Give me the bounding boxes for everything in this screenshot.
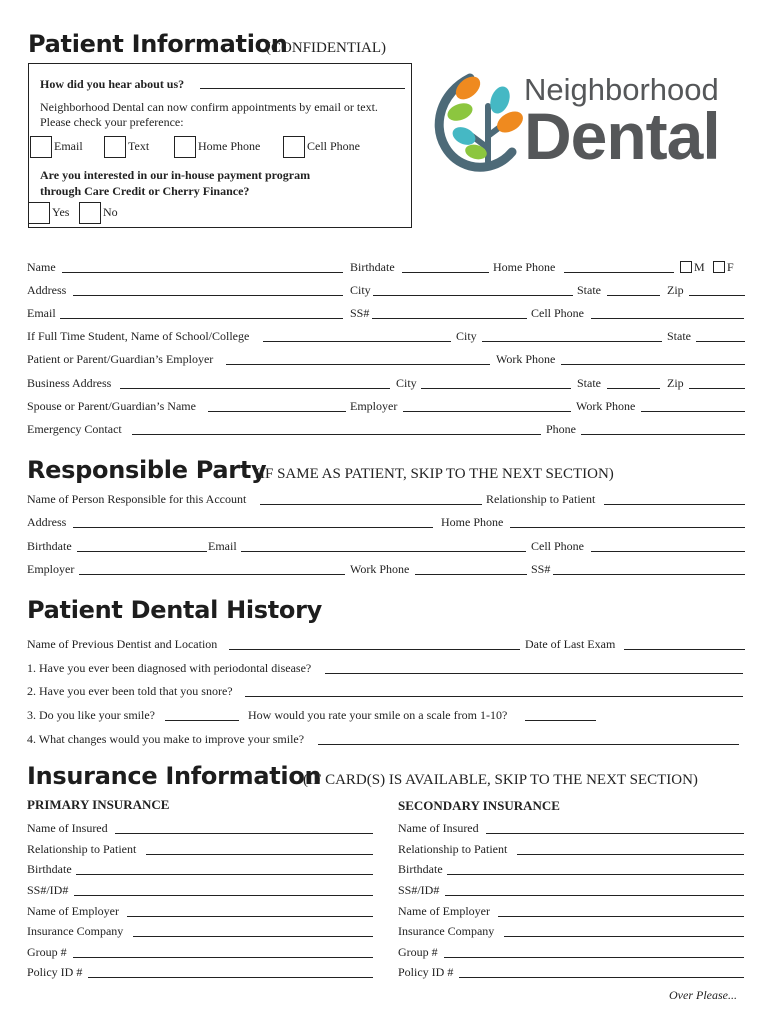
school-city-field[interactable] [482,341,662,342]
confirm-text-1: Neighborhood Dental can now confirm appointments by email or text. [40,100,378,114]
cell-phone-label: Cell Phone [531,306,584,320]
email-label: Email [27,306,56,320]
ssn-field[interactable] [372,318,527,319]
primary-birthdate-label: Birthdate [27,862,72,876]
question-2-field[interactable] [245,696,743,697]
secondary-relationship-label: Relationship to Patient [398,842,508,856]
resp-work-phone-field[interactable] [415,574,527,575]
school-state-field[interactable] [696,341,745,342]
city-label: City [350,283,371,297]
resp-home-phone-field[interactable] [510,527,745,528]
secondary-ssid-label: SS#/ID# [398,883,440,897]
spouse-field[interactable] [208,411,346,412]
question-3b-field[interactable] [525,720,596,721]
primary-insurance-heading: PRIMARY INSURANCE [27,797,170,812]
primary-name-of-insured-label: Name of Insured [27,821,108,835]
home-phone-pref-label: Home Phone [198,139,261,153]
cell-phone-pref-label: Cell Phone [307,139,360,153]
resp-email-label: Email [208,539,237,553]
zip-field[interactable] [689,295,745,296]
resp-home-phone-label: Home Phone [441,515,504,529]
question-1-field[interactable] [325,673,743,674]
resp-ssn-field[interactable] [553,574,745,575]
responsible-person-label: Name of Person Responsible for this Account [27,492,247,506]
text-pref-checkbox[interactable] [104,136,126,158]
relationship-label: Relationship to Patient [486,492,596,506]
resp-employer-label: Employer [27,562,75,576]
address-field[interactable] [73,295,343,296]
emergency-phone-field[interactable] [581,434,745,435]
home-phone-field[interactable] [564,272,674,273]
city-field[interactable] [373,295,573,296]
secondary-policy-field[interactable] [459,977,744,978]
secondary-employer-field[interactable] [498,916,744,917]
primary-ssid-label: SS#/ID# [27,883,69,897]
last-exam-label: Date of Last Exam [525,637,616,651]
primary-employer-field[interactable] [127,916,373,917]
primary-employer-label: Name of Employer [27,904,119,918]
question-3: 3. Do you like your smile? [27,708,155,722]
confirm-text-2: Please check your preference: [40,115,184,129]
cell-phone-pref-checkbox[interactable] [283,136,305,158]
question-1: 1. Have you ever been diagnosed with periodontal disease? [27,661,312,675]
email-pref-checkbox[interactable] [30,136,52,158]
state-label: State [577,283,601,297]
text-pref-label: Text [128,139,150,153]
emergency-phone-label: Phone [546,422,576,436]
name-label: Name [27,260,56,274]
primary-policy-field[interactable] [88,977,373,978]
business-city-field[interactable] [421,388,571,389]
spouse-work-phone-label: Work Phone [576,399,636,413]
resp-birthdate-label: Birthdate [27,539,72,553]
emergency-label: Emergency Contact [27,422,122,436]
work-phone-field[interactable] [561,364,745,365]
ssn-label: SS# [350,306,370,320]
female-label: F [727,260,734,274]
secondary-name-of-insured-label: Name of Insured [398,821,479,835]
question-3-field[interactable] [165,720,239,721]
resp-employer-field[interactable] [79,574,345,575]
primary-policy-label: Policy ID # [27,965,83,979]
male-label: M [694,260,705,274]
leaf-logo-icon [430,66,530,176]
employer-field[interactable] [226,364,490,365]
page-title: Patient Information [28,30,288,58]
zip-label: Zip [667,283,684,297]
birthdate-field[interactable] [402,272,489,273]
resp-email-field[interactable] [241,551,526,552]
responsible-note: (IF SAME AS PATIENT, SKIP TO THE NEXT SECTION) [255,466,614,482]
responsible-person-field[interactable] [260,504,482,505]
last-exam-field[interactable] [624,649,745,650]
resp-cell-phone-label: Cell Phone [531,539,584,553]
primary-birthdate-field[interactable] [76,874,373,875]
business-state-label: State [577,376,601,390]
history-title: Patient Dental History [27,596,323,624]
prev-dentist-field[interactable] [229,649,520,650]
question-2: 2. Have you ever been told that you snore? [27,684,233,698]
resp-address-label: Address [27,515,67,529]
business-address-label: Business Address [27,376,112,390]
secondary-relationship-field[interactable] [517,854,744,855]
hear-field[interactable] [200,88,405,89]
question-4: 4. What changes would you make to improve your smile? [27,732,305,746]
payment-yes-checkbox[interactable] [28,202,50,224]
resp-ssn-label: SS# [531,562,551,576]
work-phone-label: Work Phone [496,352,556,366]
birthdate-label: Birthdate [350,260,395,274]
resp-birthdate-field[interactable] [77,551,207,552]
home-phone-pref-checkbox[interactable] [174,136,196,158]
employer-label: Patient or Parent/Guardian’s Employer [27,352,214,366]
spouse-work-phone-field[interactable] [641,411,745,412]
question-3b: How would you rate your smile on a scale from 1-10? [248,708,508,722]
primary-ssid-field[interactable] [74,895,373,896]
relationship-field[interactable] [604,504,745,505]
state-field[interactable] [607,295,660,296]
secondary-insurance-company-label: Insurance Company [398,924,495,938]
brand-line-2: Dental [524,99,720,173]
payment-no-checkbox[interactable] [79,202,101,224]
payment-question-2: through Care Credit or Cherry Finance? [40,184,250,198]
resp-address-field[interactable] [73,527,433,528]
over-please-note: Over Please... [669,988,737,1002]
secondary-birthdate-label: Birthdate [398,862,443,876]
secondary-birthdate-field[interactable] [447,874,744,875]
male-checkbox[interactable] [680,261,692,273]
business-state-field[interactable] [607,388,660,389]
primary-relationship-field[interactable] [146,854,373,855]
resp-work-phone-label: Work Phone [350,562,410,576]
spouse-label: Spouse or Parent/Guardian’s Name [27,399,196,413]
school-city-label: City [456,329,477,343]
payment-no-label: No [103,205,118,219]
insurance-note: (IF CARD(S) IS AVAILABLE, SKIP TO THE NEXT SECTION) [303,772,698,788]
primary-group-field[interactable] [73,957,373,958]
prev-dentist-label: Name of Previous Dentist and Location [27,637,218,651]
question-4-field[interactable] [318,744,739,745]
secondary-name-of-insured-field[interactable] [486,833,744,834]
payment-yes-label: Yes [52,205,70,219]
insurance-title: Insurance Information [27,762,322,790]
business-address-field[interactable] [120,388,390,389]
email-field[interactable] [60,318,343,319]
primary-insurance-company-field[interactable] [133,936,373,937]
email-pref-label: Email [54,139,83,153]
hear-label: How did you hear about us? [40,77,185,91]
brand-line-1: Neighborhood [524,72,719,107]
female-checkbox[interactable] [713,261,725,273]
emergency-field[interactable] [132,434,541,435]
secondary-insurance-company-field[interactable] [504,936,744,937]
business-zip-field[interactable] [689,388,745,389]
address-label: Address [27,283,67,297]
home-phone-label: Home Phone [493,260,556,274]
school-field[interactable] [263,341,451,342]
secondary-group-label: Group # [398,945,438,959]
spouse-employer-label: Employer [350,399,398,413]
secondary-policy-label: Policy ID # [398,965,454,979]
primary-relationship-label: Relationship to Patient [27,842,137,856]
secondary-insurance-heading: SECONDARY INSURANCE [398,798,560,813]
business-city-label: City [396,376,417,390]
payment-question-1: Are you interested in our in-house payment program [40,168,311,182]
confidential-note: (CONFIDENTIAL) [266,40,386,56]
primary-group-label: Group # [27,945,67,959]
cell-phone-field[interactable] [591,318,744,319]
secondary-employer-label: Name of Employer [398,904,490,918]
business-zip-label: Zip [667,376,684,390]
student-label: If Full Time Student, Name of School/College [27,329,250,343]
secondary-group-field[interactable] [444,957,744,958]
primary-name-of-insured-field[interactable] [115,833,373,834]
primary-insurance-company-label: Insurance Company [27,924,124,938]
spouse-employer-field[interactable] [403,411,571,412]
name-field[interactable] [62,272,343,273]
resp-cell-phone-field[interactable] [591,551,745,552]
responsible-title: Responsible Party [27,456,267,484]
secondary-ssid-field[interactable] [445,895,744,896]
school-state-label: State [667,329,691,343]
